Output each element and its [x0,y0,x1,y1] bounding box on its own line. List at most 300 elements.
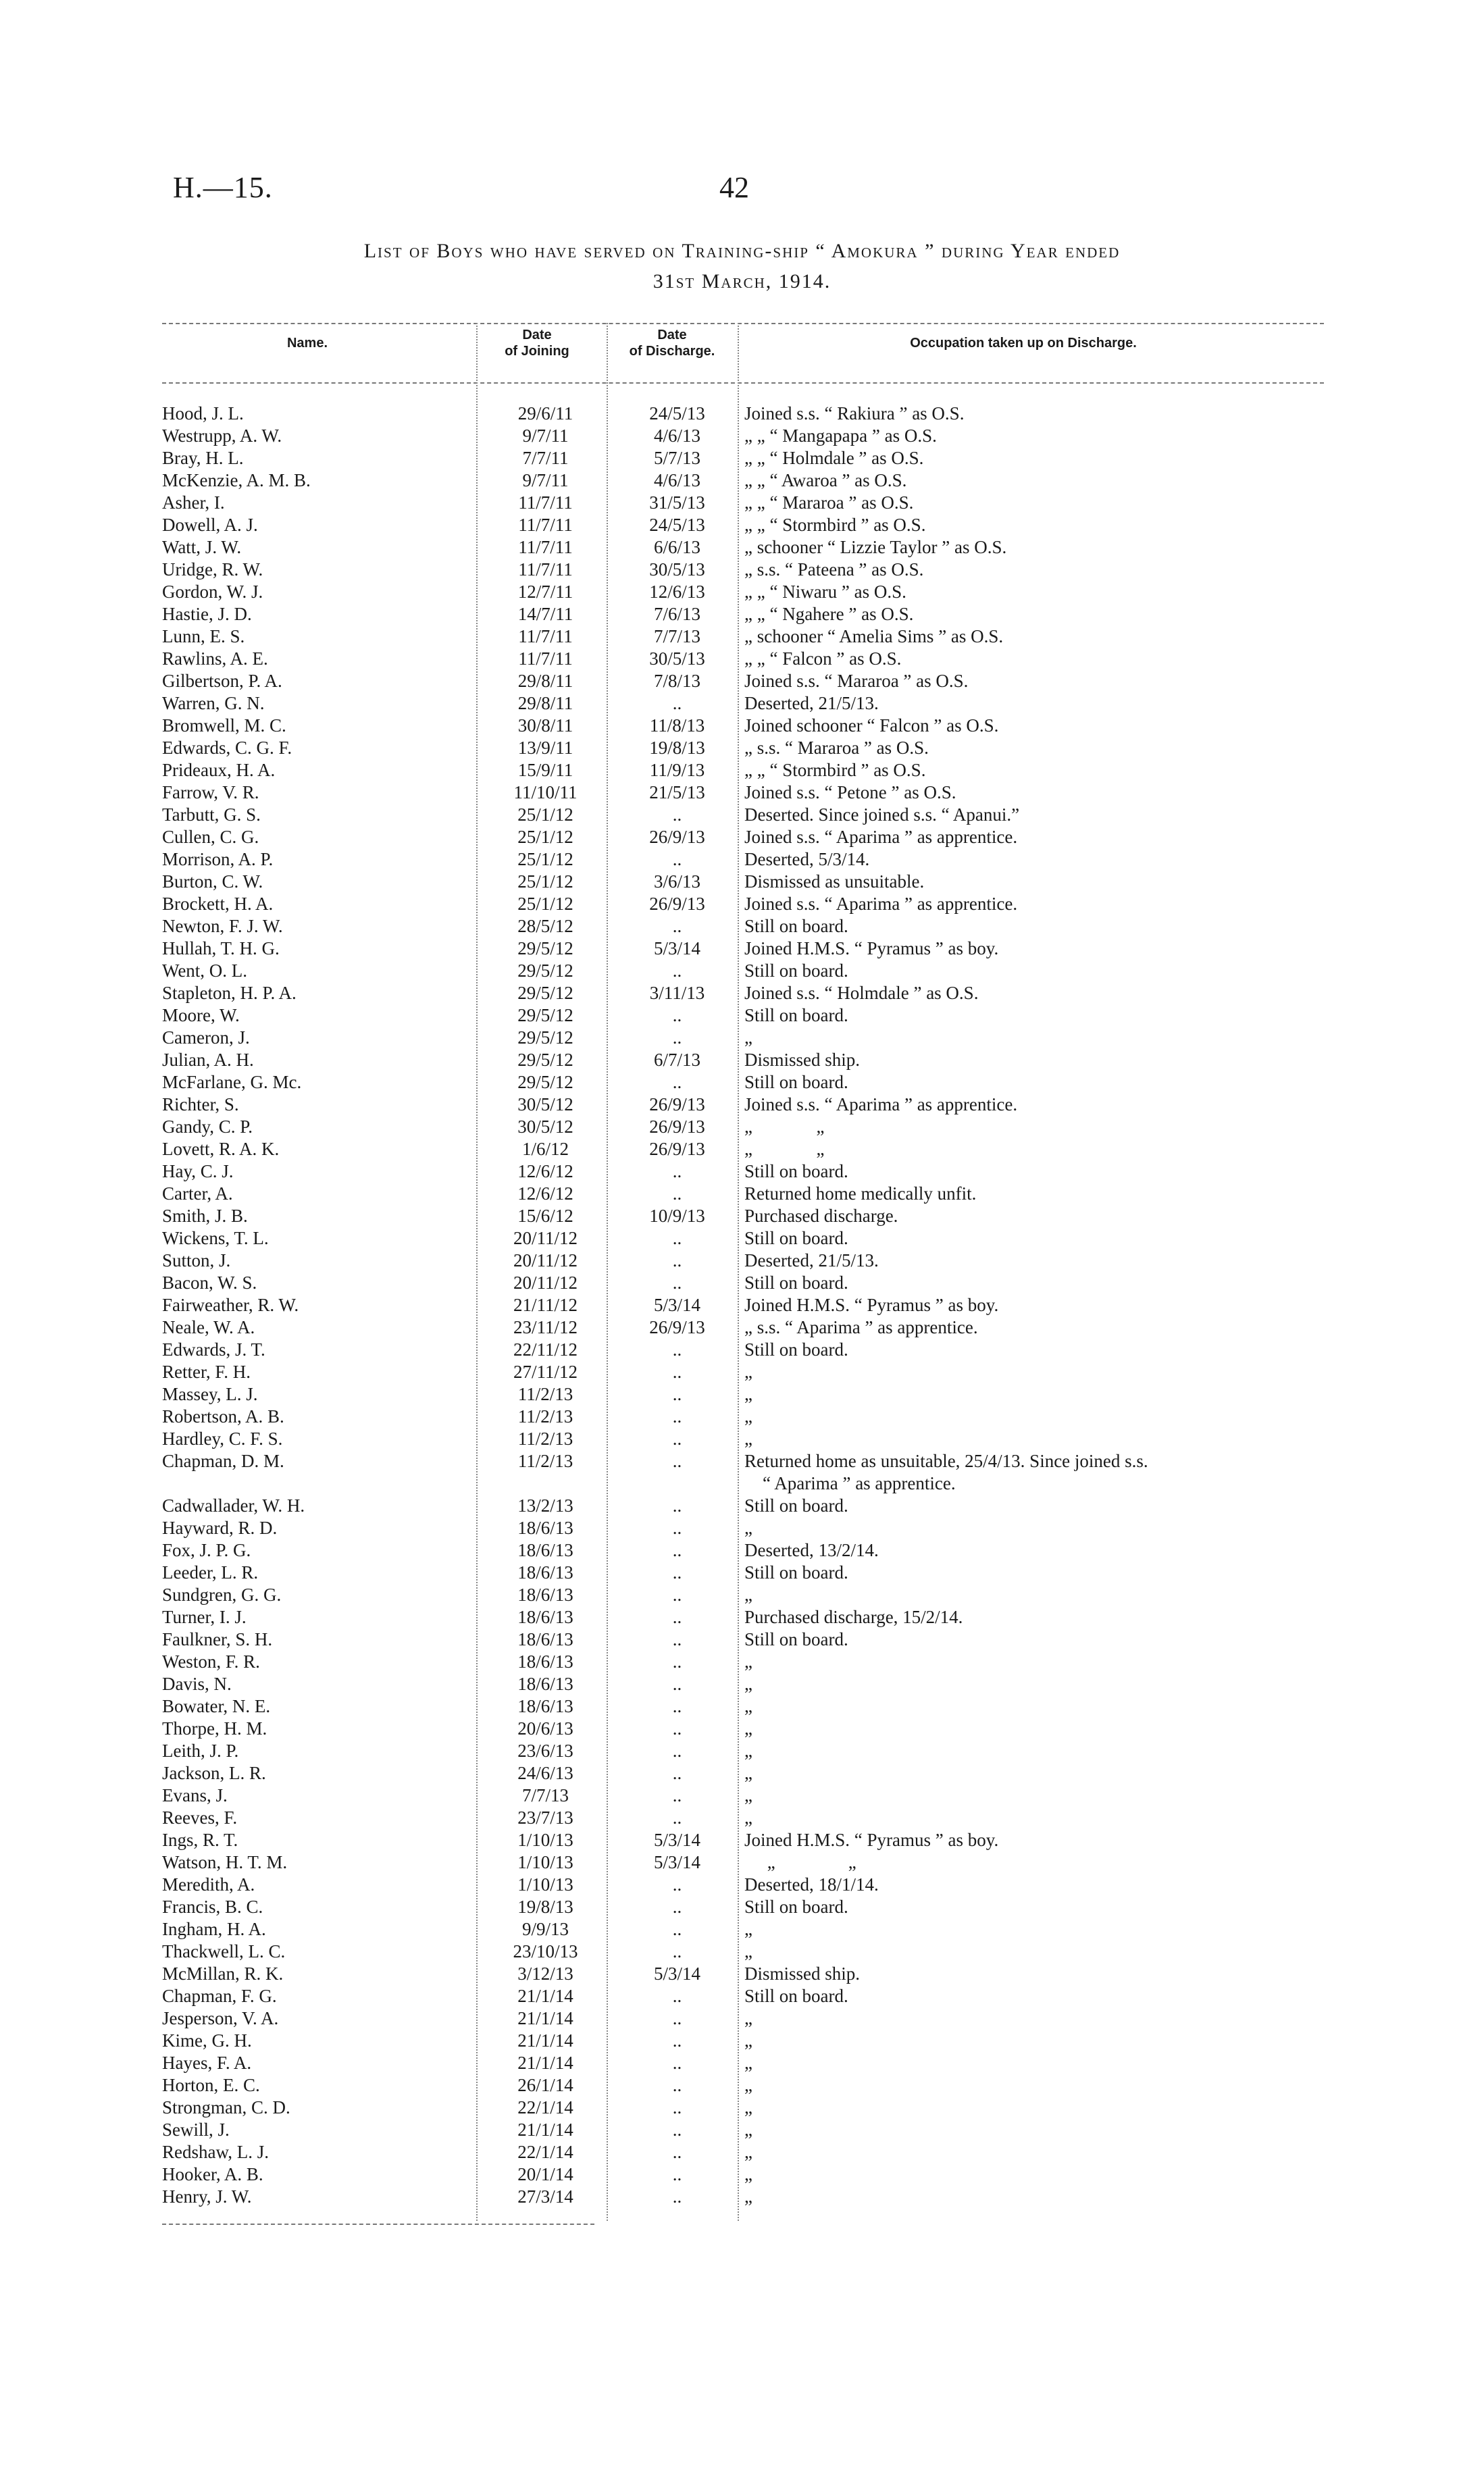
cell-name: Chapman, F. G. [162,1986,277,2006]
table-row [162,2007,1445,2030]
cell-occupation: Returned home as unsuitable, 25/4/13. Since joined s.s. [744,1451,1148,1471]
cell-name: Retter, F. H. [162,1362,251,1382]
cell-occupation: Joined H.M.S. “ Pyramus ” as boy. [744,1830,999,1850]
column-header-joined-line1: Date [522,328,552,342]
table-row [162,715,1445,737]
table-row [162,670,1445,692]
cell-name: Faulkner, S. H. [162,1629,273,1649]
cell-name: Edwards, J. T. [162,1339,265,1360]
cell-date-discharge: .. [672,2164,682,2184]
cell-occupation: „ [744,1406,752,1427]
cell-name: Massey, L. J. [162,1384,258,1404]
cell-occupation: Purchased discharge. [744,1206,898,1226]
cell-date-joining: 12/7/11 [517,582,573,602]
cell-date-joining: 18/6/13 [517,1651,573,1672]
cell-occupation: Deserted. Since joined s.s. “ Apanui.” [744,804,1020,825]
table-row [162,960,1445,982]
cell-name: Meredith, A. [162,1874,255,1895]
cell-date-discharge: .. [672,1651,682,1672]
table-row [162,2030,1445,2052]
document-code: H.—15. [173,171,273,204]
table-row [162,915,1445,938]
cell-name: Horton, E. C. [162,2075,260,2095]
cell-date-discharge: 30/5/13 [649,648,705,669]
cell-name: Asher, I. [162,492,225,513]
table-row [162,2163,1445,2186]
cell-date-joining: 29/6/11 [517,403,573,424]
cell-name: Sundgren, G. G. [162,1585,282,1605]
cell-name: Francis, B. C. [162,1897,263,1917]
column-header-discharge-line2: of Discharge. [629,344,715,359]
cell-name: Smith, J. B. [162,1206,248,1226]
cell-date-joining: 20/11/12 [513,1273,578,1293]
cell-date-joining: 21/1/14 [517,2008,573,2028]
cell-date-discharge: 7/7/13 [653,626,700,646]
cell-date-joining: 29/5/12 [517,938,573,958]
cell-date-joining: 22/1/14 [517,2142,573,2162]
cell-occupation: „ „ [744,1852,856,1872]
cell-name: Cameron, J. [162,1027,250,1048]
table-row [162,2074,1445,2097]
cell-date-joining: 25/1/12 [517,804,573,825]
cell-date-joining: 25/1/12 [517,827,573,847]
cell-name: Rawlins, A. E. [162,648,268,669]
cell-date-joining: 30/5/12 [517,1094,573,1114]
cell-date-joining: 21/1/14 [517,2053,573,2073]
header-bottom-rule [162,382,1324,384]
cell-date-discharge: .. [672,1874,682,1895]
cell-occupation: „ [744,1807,752,1828]
cell-date-joining: 7/7/13 [521,1785,569,1805]
cell-name: McMillan, R. K. [162,1964,284,1984]
cell-occupation: Still on board. [744,916,848,936]
column-header-occupation-label: Occupation taken up on Discharge. [910,336,1137,351]
cell-name: Jesperson, V. A. [162,2008,279,2028]
table-row [162,1183,1445,1205]
cell-occupation: Still on board. [744,1072,848,1092]
table-row [162,559,1445,581]
cell-occupation: „ [744,2075,752,2095]
cell-date-joining: 29/5/12 [517,1072,573,1092]
table-row [162,603,1445,625]
cell-date-discharge: .. [672,2008,682,2028]
cell-name: Dowell, A. J. [162,515,258,535]
table-row [162,1004,1445,1027]
table-row [162,447,1445,469]
cell-date-discharge: .. [672,1763,682,1783]
cell-date-joining: 20/11/12 [513,1228,578,1248]
cell-name: Redshaw, L. J. [162,2142,269,2162]
cell-occupation: Purchased discharge, 15/2/14. [744,1607,963,1627]
cell-occupation: Still on board. [744,1495,848,1516]
table-row [162,2097,1445,2119]
cell-date-joining: 13/9/11 [517,738,573,758]
cell-occupation: „ [744,1919,752,1939]
cell-occupation: „ [744,2164,752,2184]
cell-date-joining: 1/10/13 [517,1874,573,1895]
cell-date-joining: 18/6/13 [517,1562,573,1583]
cell-occupation: „ „ [744,1117,825,1137]
cell-occupation: Joined s.s. “ Aparima ” as apprentice. [744,827,1018,847]
cell-occupation: Joined s.s. “ Rakiura ” as O.S. [744,403,965,424]
cell-date-discharge: .. [672,2186,682,2207]
cell-date-discharge: .. [672,2075,682,2095]
cell-date-discharge: 5/3/14 [653,1964,700,1984]
cell-date-discharge: 5/3/14 [653,1852,700,1872]
cell-date-joining: 3/12/13 [517,1964,573,1984]
cell-date-discharge: 24/5/13 [649,515,705,535]
cell-name: Tarbutt, G. S. [162,804,261,825]
cell-name: Newton, F. J. W. [162,916,283,936]
cell-occupation: „ [744,2186,752,2207]
cell-occupation: Joined s.s. “ Petone ” as O.S. [744,782,956,802]
cell-name: Bray, H. L. [162,448,244,468]
cell-date-discharge: .. [672,960,682,981]
cell-date-discharge: .. [672,1986,682,2006]
cell-name: Neale, W. A. [162,1317,255,1337]
cell-occupation: „ s.s. “ Aparima ” as apprentice. [744,1317,978,1337]
cell-date-discharge: .. [672,1495,682,1516]
cell-occupation: „ [744,1785,752,1805]
cell-occupation: Still on board. [744,1562,848,1583]
cell-name: Went, O. L. [162,960,248,981]
cell-name: Weston, F. R. [162,1651,260,1672]
cell-date-discharge: 26/9/13 [649,827,705,847]
cell-date-discharge: .. [672,1005,682,1025]
cell-date-joining: 1/6/12 [521,1139,569,1159]
cell-date-discharge: 6/7/13 [653,1050,700,1070]
cell-name: Burton, C. W. [162,871,263,892]
table-row [162,804,1445,826]
cell-date-discharge: 19/8/13 [649,738,705,758]
table-row [162,1138,1445,1160]
cell-name: Warren, G. N. [162,693,265,713]
cell-date-joining: 11/7/11 [518,492,573,513]
cell-name: McKenzie, A. M. B. [162,470,311,490]
cell-date-discharge: .. [672,1072,682,1092]
table-row [162,581,1445,603]
cell-name: Thackwell, L. C. [162,1941,286,1961]
cell-name: Lunn, E. S. [162,626,245,646]
cell-name: Westrupp, A. W. [162,426,282,446]
table-row [162,1606,1445,1628]
cell-occupation: Still on board. [744,1339,848,1360]
cell-name: Uridge, R. W. [162,559,263,580]
column-header-occupation [746,335,1300,351]
table-row [162,1116,1445,1138]
table-row [162,848,1445,871]
cell-date-joining: 9/7/11 [522,470,569,490]
table-row [162,1651,1445,1673]
table-row [162,1562,1445,1584]
cell-date-discharge: 4/6/13 [653,426,700,446]
cell-date-joining: 22/1/14 [517,2097,573,2118]
cell-name: Cadwallader, W. H. [162,1495,305,1516]
table-row [162,759,1445,781]
cell-date-joining: 11/2/13 [517,1451,573,1471]
cell-name: Bowater, N. E. [162,1696,271,1716]
cell-date-discharge: .. [672,1741,682,1761]
table-row [162,1205,1445,1227]
table-row [162,1628,1445,1651]
table-row [162,893,1445,915]
table-row [162,1718,1445,1740]
table-row [162,1383,1445,1406]
cell-occupation: „ [744,1718,752,1739]
cell-name: Prideaux, H. A. [162,760,276,780]
cell-date-discharge: .. [672,849,682,869]
cell-name: Kime, G. H. [162,2030,252,2051]
cell-occupation: „ [744,1763,752,1783]
cell-date-discharge: .. [672,1674,682,1694]
column-header-name [162,335,453,351]
cell-occupation: „ „ “ Holmdale ” as O.S. [744,448,924,468]
cell-date-discharge: .. [672,1339,682,1360]
cell-name: Chapman, D. M. [162,1451,284,1471]
cell-name: Cullen, C. G. [162,827,259,847]
cell-date-joining: 1/10/13 [517,1852,573,1872]
table-row [162,1294,1445,1316]
cell-date-joining: 30/5/12 [517,1117,573,1137]
cell-occupation: „ „ “ Stormbird ” as O.S. [744,760,926,780]
table-row [162,1227,1445,1250]
table-row [162,1896,1445,1918]
cell-date-joining: 18/6/13 [517,1518,573,1538]
table-row [162,826,1445,848]
cell-occupation: „ [744,1384,752,1404]
cell-date-joining: 7/7/11 [522,448,569,468]
cell-occupation: „ „ “ Awaroa ” as O.S. [744,470,907,490]
cell-date-joining: 25/1/12 [517,871,573,892]
cell-occupation: Still on board. [744,1228,848,1248]
cell-name: Sutton, J. [162,1250,231,1271]
cell-date-joining: 11/7/11 [518,537,573,557]
table-row [162,492,1445,514]
cell-date-joining: 25/1/12 [517,849,573,869]
cell-name: Davis, N. [162,1674,232,1694]
table-row [162,1094,1445,1116]
cell-occupation: „ [744,1696,752,1716]
cell-date-discharge: .. [672,1696,682,1716]
table-row [162,1918,1445,1941]
table-row [162,1027,1445,1049]
table-row [162,2119,1445,2141]
cell-occupation: „ „ “ Falcon ” as O.S. [744,648,902,669]
cell-date-joining: 22/11/12 [513,1339,578,1360]
cell-date-discharge: 31/5/13 [649,492,705,513]
table-row [162,1316,1445,1339]
cell-date-discharge: 5/3/14 [653,1830,700,1850]
cell-date-discharge: .. [672,1027,682,1048]
cell-name: Hardley, C. F. S. [162,1429,283,1449]
table-row [162,1963,1445,1985]
cell-date-joining: 20/1/14 [517,2164,573,2184]
cell-date-joining: 11/7/11 [518,515,573,535]
cell-date-joining: 20/11/12 [513,1250,578,1271]
cell-name: Bromwell, M. C. [162,715,286,736]
cell-date-discharge: 3/11/13 [649,983,705,1003]
cell-occupation: „ [744,1585,752,1605]
cell-name: Hay, C. J. [162,1161,234,1181]
cell-name: Gordon, W. J. [162,582,263,602]
cell-date-joining: 19/8/13 [517,1897,573,1917]
table-title: List of Boys who have served on Training-ship “ Amokura ” during Year ended [363,240,1121,262]
cell-name: McFarlane, G. Mc. [162,1072,302,1092]
cell-date-discharge: .. [672,1384,682,1404]
cell-date-joining: 23/7/13 [517,1807,573,1828]
cell-date-joining: 30/8/11 [517,715,573,736]
table-row [162,1361,1445,1383]
table-row [162,1807,1445,1829]
cell-date-joining: 29/8/11 [517,693,573,713]
cell-occupation: „ schooner “ Lizzie Taylor ” as O.S. [744,537,1007,557]
boys-table [162,403,1445,2208]
cell-name: Gilbertson, P. A. [162,671,282,691]
cell-occupation: Dismissed ship. [744,1964,861,1984]
cell-date-joining: 11/7/11 [518,648,573,669]
cell-name: Moore, W. [162,1005,240,1025]
table-row [162,1272,1445,1294]
cell-occupation: Still on board. [744,960,848,981]
cell-date-discharge: .. [672,1807,682,1828]
cell-name: Sewill, J. [162,2120,230,2140]
cell-date-joining: 21/11/12 [513,1295,578,1315]
cell-occupation: „ [744,1429,752,1449]
cell-date-discharge: .. [672,2053,682,2073]
column-header-name-label: Name. [286,336,328,351]
cell-date-joining: 13/2/13 [517,1495,573,1516]
cell-date-joining: 29/5/12 [517,1050,573,1070]
cell-name: Watson, H. T. M. [162,1852,288,1872]
cell-occupation: „ „ “ Mangapapa ” as O.S. [744,426,937,446]
cell-occupation: „ [744,1941,752,1961]
cell-date-discharge: .. [672,1897,682,1917]
cell-occupation: Joined s.s. “ Aparima ” as apprentice. [744,1094,1018,1114]
cell-date-joining: 21/1/14 [517,2030,573,2051]
cell-date-joining: 11/2/13 [517,1429,573,1449]
cell-occupation: Dismissed ship. [744,1050,861,1070]
cell-name: Gandy, C. P. [162,1117,253,1137]
cell-date-joining: 29/5/12 [517,1005,573,1025]
cell-occupation: Joined s.s. “ Holmdale ” as O.S. [744,983,979,1003]
cell-date-discharge: .. [672,1540,682,1560]
cell-date-discharge: 5/3/14 [653,938,700,958]
cell-date-discharge: .. [672,1941,682,1961]
cell-name: Hood, J. L. [162,403,244,424]
cell-name: Thorpe, H. M. [162,1718,267,1739]
table-row [162,1071,1445,1094]
cell-date-joining: 1/10/13 [517,1830,573,1850]
cell-occupation: „ s.s. “ Pateena ” as O.S. [744,559,924,580]
cell-date-discharge: 26/9/13 [649,1317,705,1337]
cell-date-joining: 20/6/13 [517,1718,573,1739]
cell-occupation: Joined schooner “ Falcon ” as O.S. [744,715,999,736]
cell-date-discharge: .. [672,1919,682,1939]
cell-occupation: Returned home medically unfit. [744,1183,977,1204]
cell-date-joining: 26/1/14 [517,2075,573,2095]
cell-occupation: „ [744,2097,752,2118]
cell-date-discharge: 30/5/13 [649,559,705,580]
cell-name: Hullah, T. H. G. [162,938,280,958]
cell-date-discharge: .. [672,1250,682,1271]
cell-date-discharge: 26/9/13 [649,1117,705,1137]
cell-date-discharge: .. [672,1429,682,1449]
cell-date-discharge: 26/9/13 [649,894,705,914]
cell-name: Hayward, R. D. [162,1518,278,1538]
cell-date-discharge: .. [672,1607,682,1627]
cell-date-joining: 21/1/14 [517,2120,573,2140]
cell-date-joining: 11/7/11 [518,626,573,646]
cell-occupation: Dismissed as unsuitable. [744,871,925,892]
column-header-discharge [605,327,740,359]
cell-date-joining: 23/11/12 [513,1317,578,1337]
cell-occupation: „ [744,1362,752,1382]
table-row [162,1472,1445,1495]
cell-date-discharge: 11/9/13 [649,760,705,780]
cell-name: Ings, R. T. [162,1830,238,1850]
cell-date-discharge: .. [672,2097,682,2118]
cell-occupation: Joined H.M.S. “ Pyramus ” as boy. [744,1295,999,1315]
table-row [162,1762,1445,1785]
table-row [162,648,1445,670]
table-row [162,1450,1445,1472]
cell-occupation: Still on board. [744,1273,848,1293]
cell-name: Jackson, L. R. [162,1763,266,1783]
cell-name: Leith, J. P. [162,1741,239,1761]
cell-date-discharge: 4/6/13 [653,470,700,490]
cell-occupation: „ s.s. “ Mararoa ” as O.S. [744,738,929,758]
table-row [162,1673,1445,1695]
cell-occupation: Still on board. [744,1629,848,1649]
cell-occupation: “ Aparima ” as apprentice. [744,1473,956,1493]
cell-occupation: „ [744,1651,752,1672]
cell-date-joining: 12/6/12 [517,1183,573,1204]
cell-name: Henry, J. W. [162,2186,252,2207]
cell-name: Lovett, R. A. K. [162,1139,280,1159]
cell-name: Farrow, V. R. [162,782,259,802]
cell-date-discharge: .. [672,1718,682,1739]
cell-name: Fox, J. P. G. [162,1540,251,1560]
table-row [162,1539,1445,1562]
cell-occupation: Deserted, 5/3/14. [744,849,870,869]
table-row [162,1049,1445,1071]
table-row [162,692,1445,715]
table-row [162,625,1445,648]
column-header-joined [473,327,601,359]
cell-date-discharge: 3/6/13 [653,871,700,892]
cell-date-discharge: .. [672,804,682,825]
cell-date-discharge: .. [672,1362,682,1382]
cell-date-joining: 18/6/13 [517,1607,573,1627]
table-row [162,1406,1445,1428]
table-bottom-rule [162,2224,594,2225]
table-row [162,938,1445,960]
cell-date-joining: 18/6/13 [517,1696,573,1716]
cell-name: Leeder, L. R. [162,1562,259,1583]
page-number: 42 [719,171,749,204]
table-row [162,425,1445,447]
table-row [162,1829,1445,1851]
cell-date-discharge: .. [672,2030,682,2051]
cell-occupation: „ [744,2008,752,2028]
table-row [162,469,1445,492]
table-row [162,1584,1445,1606]
cell-name: Carter, A. [162,1183,233,1204]
table-row [162,781,1445,804]
table-row [162,1851,1445,1874]
cell-date-joining: 27/3/14 [517,2186,573,2207]
cell-date-discharge: .. [672,2120,682,2140]
